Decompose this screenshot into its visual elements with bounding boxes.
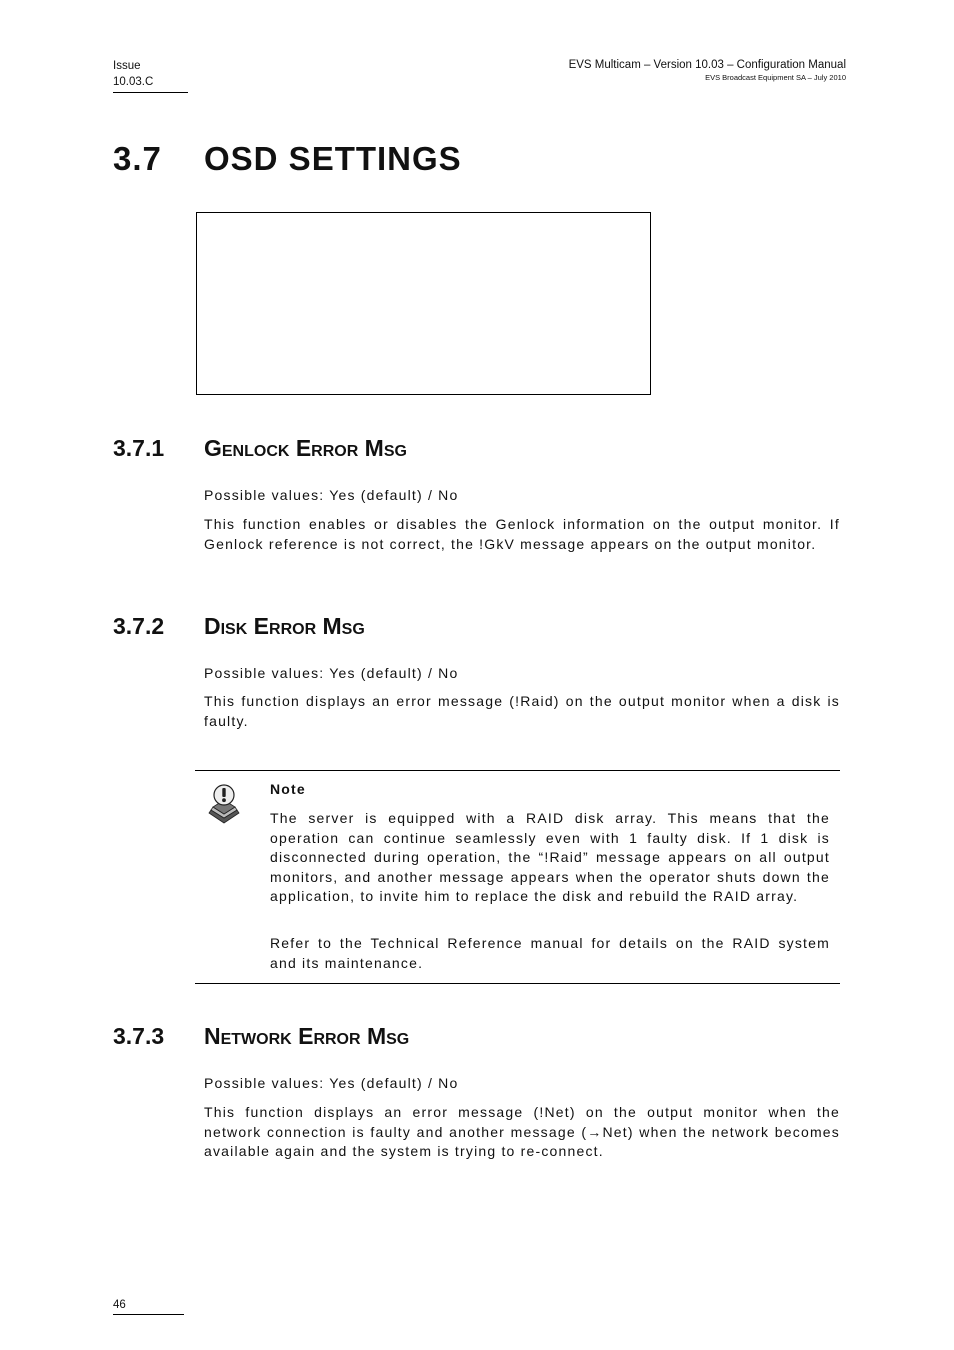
page-number: 46 [113,1297,184,1315]
note-paragraph-2: Refer to the Technical Reference manual for details on the RAID system and its maintenance. [270,935,830,971]
disk-values: Possible values: Yes (default) / No [204,665,459,681]
genlock-description: This function enables or disables the Genlock information on the output monitor. If Genlock reference is not correct, the !GkV message appears on the output monitor. [204,516,840,552]
manual-title: EVS Multicam – Version 10.03 – Configuration Manual [568,59,846,71]
network-values: Possible values: Yes (default) / No [204,1075,459,1091]
issue-label: Issue [113,60,141,72]
issue-value: 10.03.C [113,76,154,88]
section-number: 3.7 [113,140,162,177]
header-title-block [569,58,846,83]
note-title: Note [270,781,306,797]
note-paragraph-1: The server is equipped with a RAID disk array. This means that the operation can continue seamlessly even with 1 faulty disk. If 1 disk is disconnected during operation, the “!Raid” message appears on all output monitors, and another message appears when the operator shuts down the application, to invite him to replace the disk and rebuild the RAID array. [270,810,830,904]
subsection-heading-disk [113,613,365,640]
section-heading [113,140,462,178]
network-description: This function displays an error message (!Net) on the output monitor when the network connection is faulty and another message (→Net) when the network becomes available again and the system is trying to re-connect. [204,1104,840,1159]
screenshot-placeholder-frame [196,212,651,395]
genlock-values: Possible values: Yes (default) / No [204,487,459,503]
subsection-title: Disk Error Msg [204,613,365,639]
disk-description: This function displays an error message (!Raid) on the output monitor when a disk is faulty. [204,693,840,729]
section-title: OSD SETTINGS [204,140,462,177]
header-issue [113,58,188,93]
note-warning-icon [205,783,243,829]
subsection-number: 3.7.3 [113,1023,165,1049]
subsection-heading-network [113,1023,409,1050]
manual-subtitle: EVS Broadcast Equipment SA – July 2010 [705,73,846,82]
note-box [195,770,840,984]
subsection-title: Genlock Error Msg [204,435,407,461]
subsection-title: Network Error Msg [204,1023,410,1049]
subsection-number: 3.7.2 [113,613,165,639]
subsection-heading-genlock [113,435,407,462]
subsection-number: 3.7.1 [113,435,165,461]
